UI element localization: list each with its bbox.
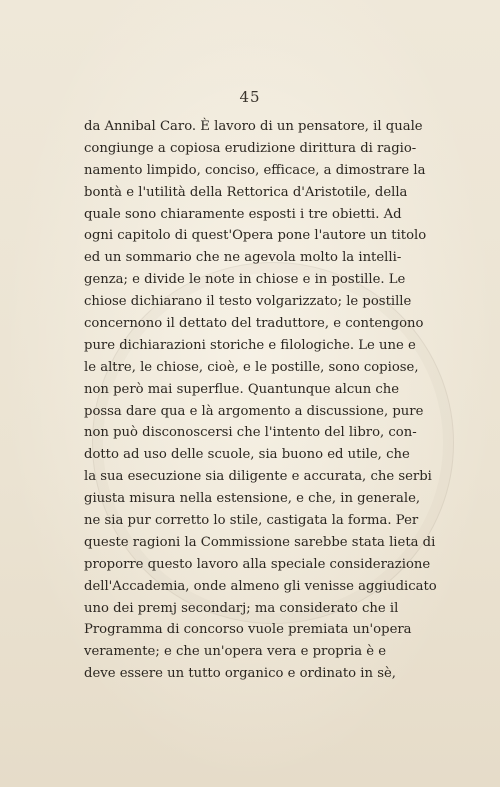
text-line: pure dichiarazioni storiche e filologiche. Le une e bbox=[84, 337, 416, 353]
body-text bbox=[84, 116, 437, 685]
text-line: deve essere un tutto organico e ordinato in sè, bbox=[84, 666, 396, 682]
text-line: non può disconoscersi che l'intento del libro, con- bbox=[84, 425, 417, 441]
text-line: veramente; e che un'opera vera e propria è e bbox=[84, 644, 387, 660]
text-line: chiose dichiarano il testo volgarizzato; le postille bbox=[84, 294, 412, 310]
text-line: queste ragioni la Commissione sarebbe stata lieta di bbox=[84, 534, 436, 550]
text-line: uno dei premj secondarj; ma considerato che il bbox=[84, 600, 399, 616]
text-line: la sua esecuzione sia diligente e accurata, che serbi bbox=[84, 469, 432, 485]
text-line: non però mai superflue. Quantunque alcun che bbox=[84, 381, 400, 397]
page-number: 45 bbox=[239, 88, 261, 106]
text-line: dotto ad uso delle scuole, sia buono ed utile, che bbox=[84, 447, 410, 463]
text-line: bontà e l'utilità della Rettorica d'Aristotile, della bbox=[84, 184, 408, 200]
text-line: dell'Accademia, onde almeno gli venisse aggiudicato bbox=[84, 578, 437, 594]
text-line: namento limpido, conciso, efficace, a dimostrare la bbox=[84, 162, 426, 178]
text-line: le altre, le chiose, cioè, e le postille, sono copiose, bbox=[84, 359, 419, 375]
text-line: congiunge a copiosa erudizione dirittura di ragio- bbox=[84, 140, 417, 156]
text-line: giusta misura nella estensione, e che, in generale, bbox=[84, 491, 421, 507]
text-line: genza; e divide le note in chiose e in postille. Le bbox=[84, 272, 406, 288]
text-line: ne sia pur corretto lo stile, castigata la forma. Per bbox=[84, 513, 419, 529]
text-line: da Annibal Caro. È lavoro di un pensatore, il quale bbox=[84, 119, 423, 134]
text-line: proporre questo lavoro alla speciale considerazione bbox=[84, 556, 431, 572]
text-line: Programma di concorso vuole premiata un'opera bbox=[84, 622, 412, 638]
text-line: ed un sommario che ne agevola molto la intelli- bbox=[84, 250, 402, 266]
text-line: possa dare qua e là argomento a discussione, pure bbox=[84, 403, 424, 419]
text-line: concernono il dettato del traduttore, e contengono bbox=[84, 316, 424, 332]
text-line: ogni capitolo di quest'Opera pone l'autore un titolo bbox=[84, 228, 427, 244]
text-line: quale sono chiaramente esposti i tre obietti. Ad bbox=[84, 206, 402, 222]
